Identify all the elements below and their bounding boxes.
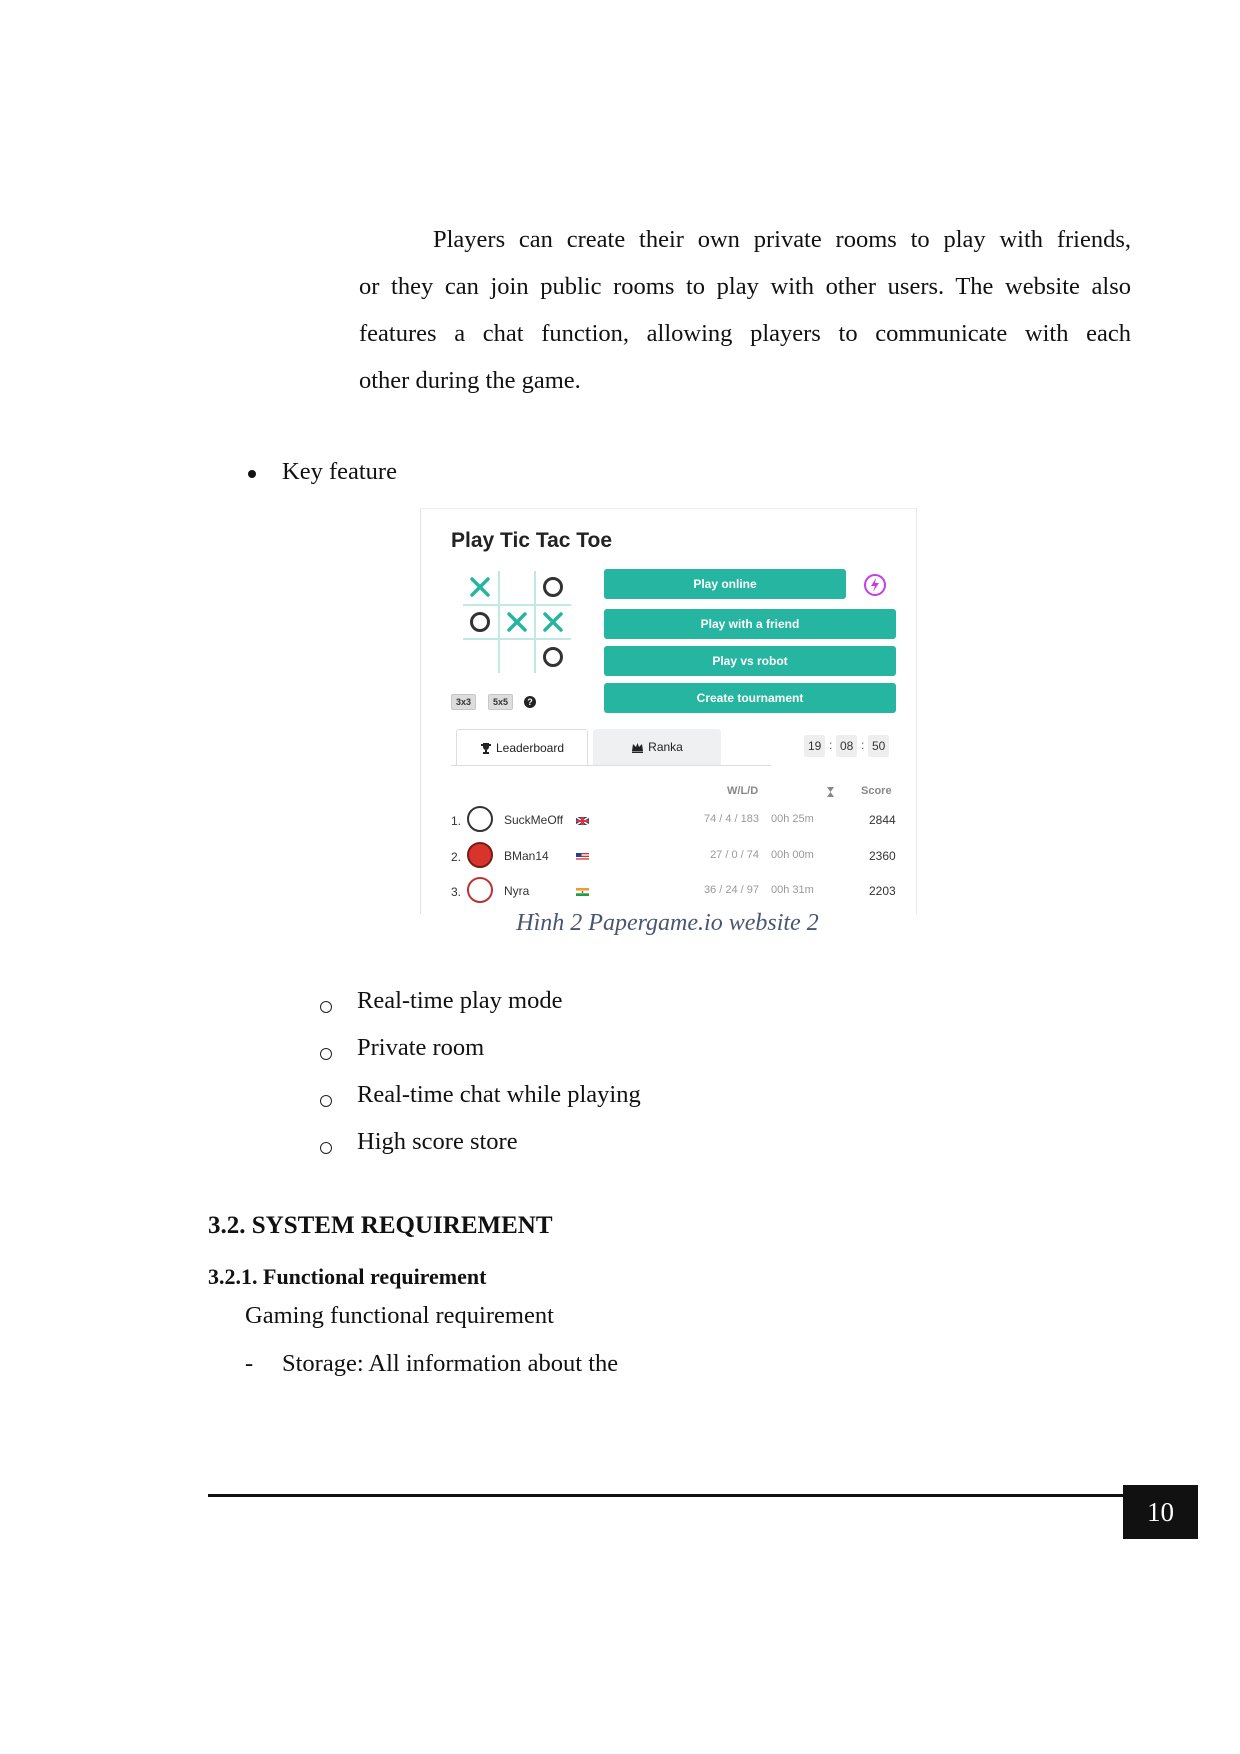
tab-leaderboard-label: Leaderboard bbox=[495, 741, 565, 755]
feature-item: Private room bbox=[357, 1034, 485, 1061]
figure-caption: Hình 2 Papergame.io website 2 bbox=[516, 910, 819, 936]
column-wld: W/L/D bbox=[727, 785, 759, 797]
avatar bbox=[467, 842, 493, 868]
intro-line: or they can join public rooms to play with other users. The website also bbox=[359, 273, 1131, 300]
tab-ranka[interactable] bbox=[593, 729, 721, 765]
feature-item: High score store bbox=[357, 1128, 518, 1155]
clock-seconds: 50 bbox=[868, 735, 889, 757]
create-tournament-button[interactable]: Create tournament bbox=[604, 683, 896, 713]
help-icon[interactable]: ? bbox=[524, 696, 536, 708]
o-mark bbox=[545, 579, 562, 596]
crown-icon bbox=[631, 742, 644, 753]
circle-bullet-icon bbox=[320, 1142, 332, 1154]
size-5x5-chip[interactable]: 5x5 bbox=[488, 694, 513, 710]
tab-ranka-label: Ranka bbox=[648, 740, 683, 754]
trophy-icon bbox=[480, 742, 492, 754]
leaderboard-row[interactable] bbox=[451, 877, 896, 907]
tab-divider bbox=[451, 765, 771, 766]
hourglass-icon bbox=[826, 786, 835, 798]
circle-bullet-icon bbox=[320, 1095, 332, 1107]
clock-separator: : bbox=[861, 738, 865, 752]
clock-separator: : bbox=[829, 738, 833, 752]
size-3x3-chip[interactable]: 3x3 bbox=[451, 694, 476, 710]
play-online-button[interactable]: Play online bbox=[604, 569, 846, 599]
us-flag-icon bbox=[576, 853, 589, 861]
leaderboard-row[interactable] bbox=[451, 806, 896, 836]
player-time: 00h 25m bbox=[771, 813, 814, 825]
clock-hours: 19 bbox=[804, 735, 825, 757]
player-wld: 27 / 0 / 74 bbox=[710, 849, 759, 861]
circle-bullet-icon bbox=[320, 1048, 332, 1060]
intro-line: other during the game. bbox=[359, 367, 581, 394]
player-name: BMan14 bbox=[504, 849, 549, 863]
o-mark bbox=[545, 649, 562, 666]
clock-minutes: 08 bbox=[836, 735, 857, 757]
leaderboard-row[interactable] bbox=[451, 842, 896, 872]
column-score: Score bbox=[861, 785, 892, 797]
footer-rule bbox=[208, 1494, 1123, 1497]
page-number: 10 bbox=[1123, 1485, 1198, 1539]
x-mark bbox=[509, 614, 525, 630]
player-name: Nyra bbox=[504, 884, 530, 898]
play-with-friend-button[interactable]: Play with a friend bbox=[604, 609, 896, 639]
x-mark bbox=[545, 614, 561, 630]
player-wld: 74 / 4 / 183 bbox=[703, 813, 759, 825]
avatar bbox=[467, 877, 493, 903]
intro-paragraph bbox=[359, 216, 1131, 404]
row-rank: 3. bbox=[451, 885, 462, 899]
papergame-screenshot bbox=[420, 508, 917, 914]
row-rank: 2. bbox=[451, 850, 462, 864]
intro-line: features a chat function, allowing players to communicate with each bbox=[359, 320, 1131, 347]
subsection-heading: 3.2.1. Functional requirement bbox=[208, 1264, 487, 1289]
india-flag-icon bbox=[576, 888, 589, 896]
player-name: SuckMeOff bbox=[504, 813, 564, 827]
dash-bullet: - bbox=[245, 1350, 254, 1377]
player-score: 2844 bbox=[869, 813, 896, 827]
player-score: 2203 bbox=[869, 884, 896, 898]
player-score: 2360 bbox=[869, 849, 896, 863]
feature-item: Real-time chat while playing bbox=[357, 1081, 641, 1108]
game-title: Play Tic Tac Toe bbox=[451, 529, 613, 552]
section-heading: 3.2. SYSTEM REQUIREMENT bbox=[208, 1212, 553, 1239]
player-time: 00h 00m bbox=[771, 849, 814, 861]
storage-line: Storage: All information about the bbox=[282, 1350, 619, 1377]
gaming-requirement-line: Gaming functional requirement bbox=[245, 1302, 554, 1329]
lightning-icon[interactable] bbox=[864, 574, 886, 596]
circle-bullet-icon bbox=[320, 1001, 332, 1013]
uk-flag-icon bbox=[576, 817, 589, 825]
feature-item: Real-time play mode bbox=[357, 987, 563, 1014]
avatar bbox=[467, 806, 493, 832]
o-mark bbox=[472, 614, 489, 631]
bullet-icon bbox=[248, 470, 256, 478]
key-feature-label: Key feature bbox=[282, 458, 397, 485]
play-vs-robot-button[interactable]: Play vs robot bbox=[604, 646, 896, 676]
x-mark bbox=[472, 579, 488, 595]
intro-line: Players can create their own private rooms to play with friends, bbox=[433, 226, 1131, 253]
tic-tac-toe-board[interactable] bbox=[461, 569, 573, 675]
row-rank: 1. bbox=[451, 814, 462, 828]
player-wld: 36 / 24 / 97 bbox=[703, 884, 759, 896]
player-time: 00h 31m bbox=[771, 884, 814, 896]
tab-leaderboard[interactable] bbox=[456, 729, 588, 766]
